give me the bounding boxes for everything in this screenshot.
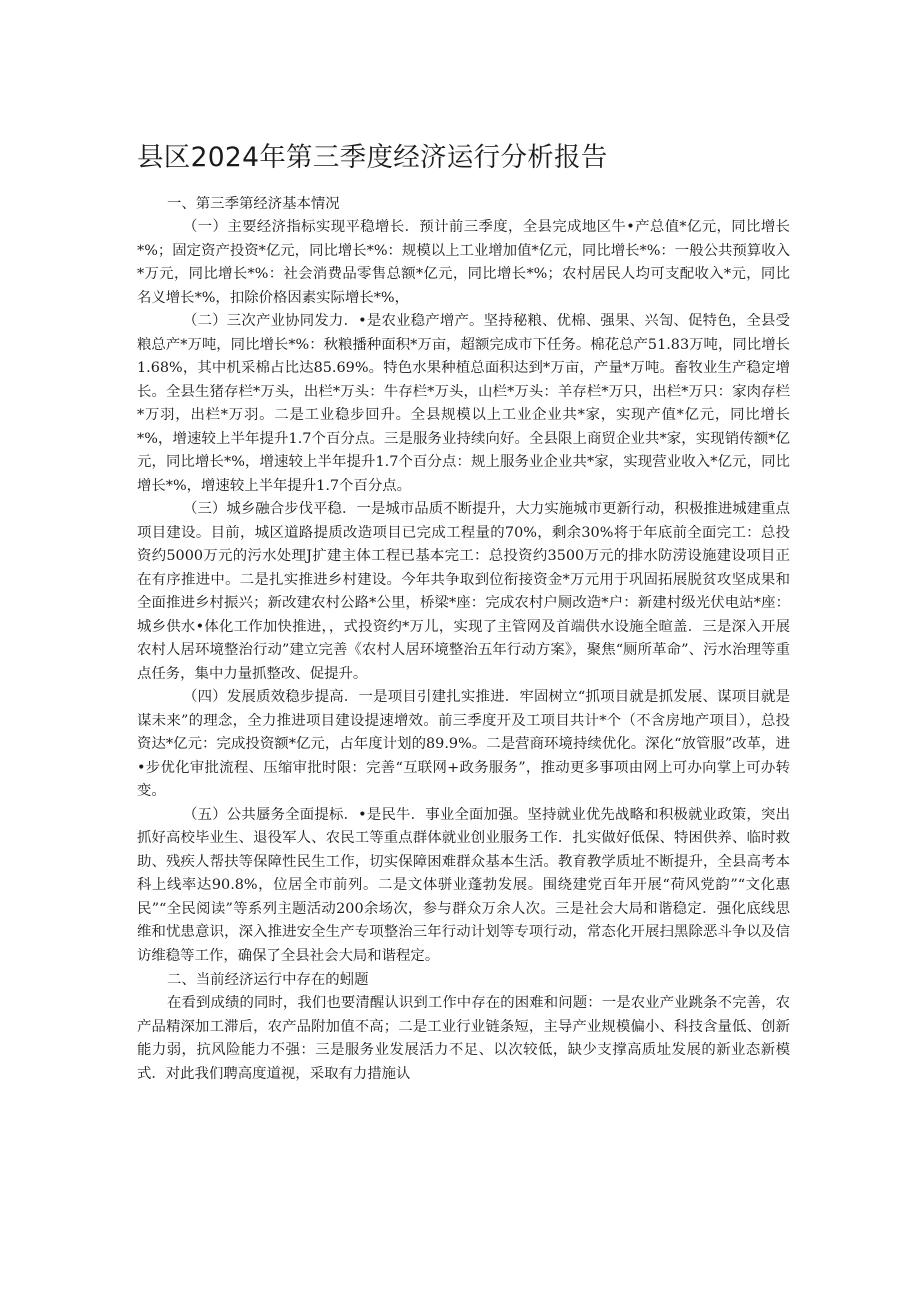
paragraph: （四）发展质效稳步提高．一是项目引建扎实推进．牢固树立“抓项目就是抓发展、谋项目就是谋未来”的理念，全力推进项目建设提速增效。前三季度开及工项目共计*个（不含房地产项目），总投资达*亿元：完成投资额*亿元，占年度计划的89.9%。二是营商环境持续优化。深化“放管服”改革，进•步优化审批流程、压缩审批时限：完善“互联网+政务服务”，推动更多事项由网上可办向掌上可办转变。: [137, 689, 790, 799]
paragraph: （一）主要经济指标实现平稳增长．预计前三季度，全县完成地区牛•产总值*亿元，同比增长*%；固定资产投资*亿元，同比增长*%：规模以上工业增加值*亿元，同比增长*%：一般公共预算收入*万元，同比增长*%：社会消费品零售总额*亿元，同比增长*%；农村居民人均可支配收入*元，同比名义增长*%，扣除价格因素实际增长*%，: [137, 219, 790, 306]
section-problems: [137, 968, 790, 1086]
document-title: 县区2024年第三季度经济运行分析报告: [137, 142, 608, 173]
section-heading: 二、当前经济运行中存在的蚓题: [167, 972, 369, 988]
section-heading: 一、第三季第经济基本情况: [167, 196, 340, 212]
paragraph: （三）城乡融合步伐平稳．一是城市品质不断提升，大力实施城市更新行动，积极推进城建重点项目建设。目前，城区道路提质改造项目已完成工程量的70%，剩余30%将于年底前全面完工：总投资约5000万元的污水处理J扩建主体工程已基本完工：总投资约3500万元的排水防涝设施建设项目正在有序推进中。二是扎实推进乡村建设。今年共争取到位衔接资金*万元用于巩固拓展脱贫攻坚成果和全面推进乡村振兴；新改建农村公路*公里，桥梁*座：完成农村户厕改造*户：新建村级光伏电站*座：城乡供水•体化工作加快推进，，式投资约*万儿，实现了主管网及首端供水设施全暄盖．三是深入开展农村人居环境整治行动”建立完善《农村人居环境整治五年行动方案》，聚焦“厕所革命”、污水治理等重点任务，集中力量抓整改、促提升。: [137, 501, 790, 682]
section-basic-situation: [137, 192, 790, 968]
document-page: [137, 138, 790, 1086]
paragraph: 在看到成绩的同时，我们也要清醒认识到工作中存在的困难和问题：一是农业产业跳条不完善，农产品精深加工滞后，农产品附加值不高；二是工业行业链条短，主导产业规模偏小、科技含量低、创新能力弱，抗风险能力不强：三是服务业发展活力不足、以次较低，缺少支撑高质址发展的新业态新模式．对此我们聘高度道视，采取有力措施认: [137, 995, 790, 1082]
paragraph: （二）三次产业协同发力．•是农业稳产增产。坚持秘粮、优棉、强果、兴訇、促特色，全县受粮总产*万吨，同比增长*%：秋粮播种面积*万亩，超额完成市下任务。棉花总产51.83万吨，同比增长1.68%，其中机采棉占比达85.69%。特色水果种植总面积达到*万亩，产量*万吨。畜牧业生产稳定增长。全县生猪存栏*万头，出栏*万头：牛存栏*万头，山栏*万头：羊存栏*万只，出栏*万只：家肉存栏*万羽，出栏*万羽。二是工业稳步回升。全县规模以上工业企业共*家，实现产值*亿元，同比增长*%，增速较上半年提升1.7个百分点。三是服务业持续向好。全县限上商贸企业共*家，实现销传额*亿元，同比增长*%，增速较上半年提升1.7个百分点：规上服务业企业共*家，实现营业收入*亿元，同比增长*%，增速较上半年提升1.7个百分点。: [137, 313, 790, 494]
paragraph: （五）公共蜃务全面提标．•是民牛．事业全面加强。坚持就业优先战略和积极就业政策，突出抓好高校毕业生、退役军人、农民工等重点群体就业创业服务工作．扎实做好低保、特困供养、临时救助、残疾人帮扶等保障性民生工作，切实保障困难群众基本生活。教育教学质址不断提升，全县高考本科上线率达90.8%，位居全市前列。二是文体骈业蓬勃发展。围绕建党百年开展“荷风党韵”“文化惠民”“全民阅读”等系列主题活动200余场次，参与群众万余人次。三是社会大局和谐稳定．强化底线思维和忧患意识，深入推进安全生产专项整治三年行动计划等专项行动，常态化开展扫黑除恶斗争以及信访维稳等工作，确保了全县社会大局和谐程定。: [137, 806, 790, 964]
